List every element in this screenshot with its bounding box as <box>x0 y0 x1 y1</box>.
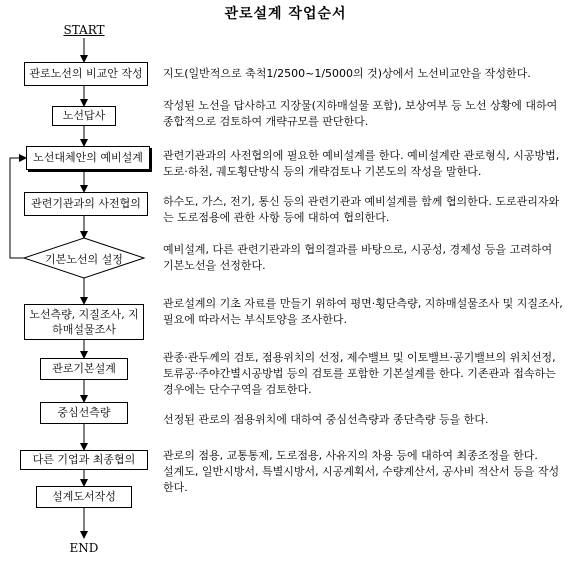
step-7-label: 관로기본설계 <box>52 362 116 375</box>
step-10-description: 설계도, 일반시방서, 특별시방서, 시공계획서, 수량계산서, 공사비 적산서 등을 작성한다. <box>163 465 560 494</box>
step-9-label: 다른 기업과 최종협의 <box>32 453 136 466</box>
step-4-box <box>24 192 148 216</box>
step-3-box <box>26 146 150 170</box>
step-10-box <box>36 486 132 508</box>
step-7-description: 관종·관두께의 검토, 점용위치의 선정, 제수밸브 및 이토밸브·공기밸브의 위치선정, 토류공·주야간별시공방법 등의 검토를 포함한 기본설계를 한다. 기존관과 접속하는 경우에는 단수구역을 검토한다. <box>163 351 556 396</box>
step-1-box <box>24 62 148 86</box>
step-7-box <box>40 358 128 380</box>
step-9-description: 관로의 점용, 교통통제, 도로점용, 사유지의 차용 등에 대하여 최종조정을 한다. <box>163 449 538 462</box>
step-1-description: 지도(일반적으로 축척1/2500~1/5000의 것)상에서 노선비교안을 작성한다. <box>163 67 531 80</box>
end-terminal: END <box>69 541 99 555</box>
start-terminal: START <box>63 23 105 37</box>
step-4-label: 관련기관과의 사전협의 <box>31 197 141 210</box>
step-2-label: 노선답사 <box>62 109 106 122</box>
step-8-description: 선정된 관로의 점용위치에 대하여 중심선측량과 종단측량 등을 한다. <box>163 413 489 426</box>
step-3-label: 노선대체안의 예비설계 <box>33 151 143 164</box>
step-10-label: 설계도서작성 <box>52 490 116 503</box>
step-2-description: 작성된 노선을 답사하고 지장물(지하매설물 포함), 보상여부 등 노선 상황에 대하여 종합적으로 검토하여 개략규모를 판단한다. <box>163 99 558 128</box>
step-4-description: 하수도, 가스, 전기, 통신 등의 관련기관과 예비설계를 함께 협의한다. 도로관리자와는 도로점용에 관한 사항 등에 대하여 협의한다. <box>163 195 560 224</box>
step-1-label: 관로노선의 비교안 작성 <box>29 67 143 80</box>
step-8-label: 중심선측량 <box>57 406 111 419</box>
step-6-description: 관로설계의 기초 자료를 만들기 위하여 평면·횡단측량, 지하매설물조사 및 지질조사, 필요에 따라서는 부식토양을 조사한다. <box>163 297 563 326</box>
step-2-box <box>52 106 116 126</box>
step-8-box <box>40 402 128 424</box>
step-6-label: 노선측량, 지질조사, 지하매설물조사 <box>29 308 139 336</box>
step-9-box <box>20 450 148 470</box>
step-5-description: 예비설계, 다른 관련기관과의 협의결과를 바탕으로, 시공성, 경제성 등을 고려하여 기본노선을 선정한다. <box>163 243 553 272</box>
step-3-description: 관련기관과의 사전협의에 필요한 예비설계를 한다. 예비설계란 관로형식, 시공방법, 도로·하천, 궤도횡단방식 등의 개략검토나 기본도의 작성을 말한다. <box>163 149 560 178</box>
step-5-label: 기본노선의 설정 <box>45 253 123 266</box>
page-title: 관로설계 작업순서 <box>224 6 347 22</box>
step-6-box <box>24 304 144 340</box>
